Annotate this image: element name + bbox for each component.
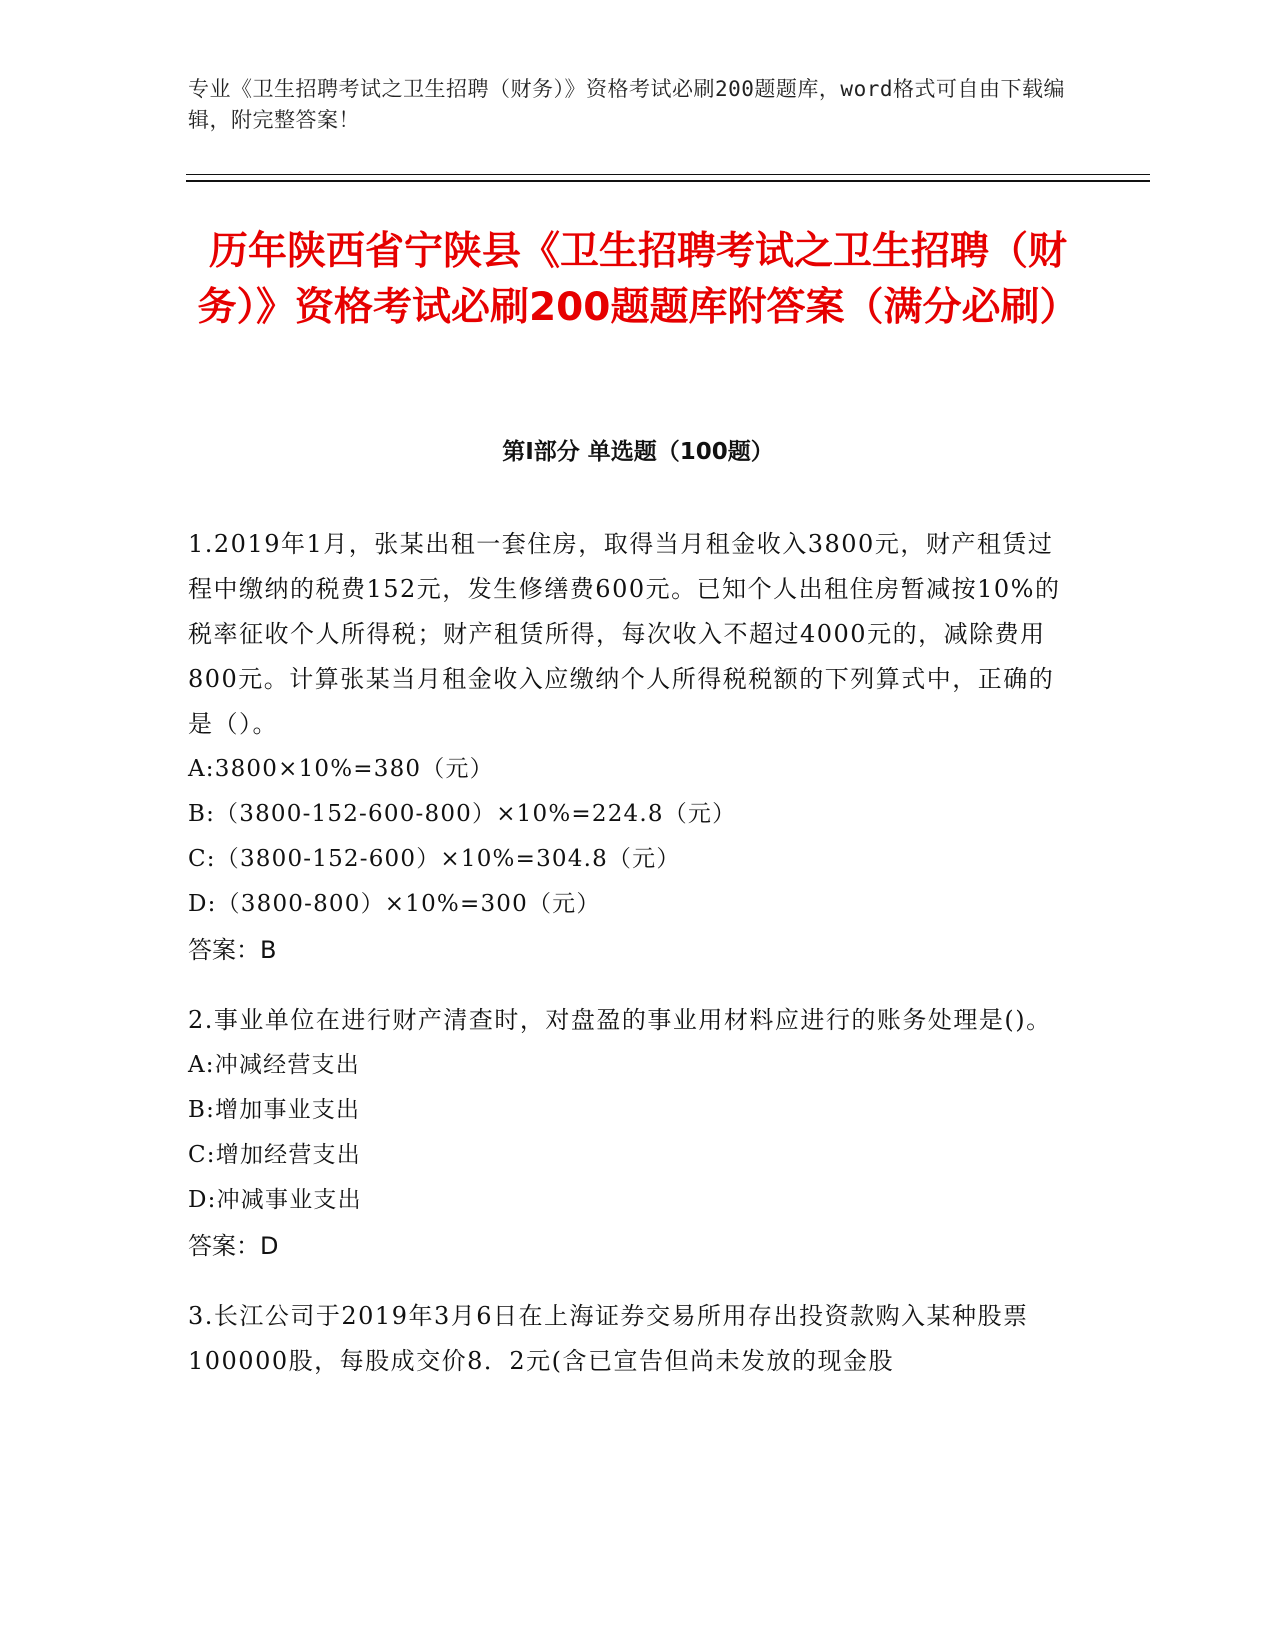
document-title: 历年陕西省宁陕县《卫生招聘考试之卫生招聘（财务）》资格考试必刷200题题库附答案（满分必刷） (197, 229, 1079, 330)
answer: 答案：D (188, 1232, 279, 1260)
question-1 (188, 522, 1078, 973)
option-b: B:增加事业支出 (188, 1097, 361, 1123)
option-b: B:（3800-152-600-800）×10%=224.8（元） (188, 801, 737, 827)
option-c: C:（3800-152-600）×10%=304.8（元） (188, 846, 681, 872)
header-rule-thick (186, 180, 1150, 182)
option-a: A:冲减经营支出 (188, 1052, 360, 1078)
answer: 答案：B (188, 936, 277, 964)
option-d: D:（3800-800）×10%=300（元） (188, 891, 601, 917)
question-stem: 2.事业单位在进行财产清查时，对盘盈的事业用材料应进行的账务处理是()。 (188, 1006, 1052, 1034)
question-stem: 3.长江公司于2019年3月6日在上海证券交易所用存出投资款购入某种股票100000股，每股成交价8．2元(含已宣告但尚未发放的现金股 (188, 1302, 1029, 1375)
option-c: C:增加经营支出 (188, 1142, 361, 1168)
question-3 (188, 1294, 1078, 1384)
option-a: A:3800×10%=380（元） (188, 756, 494, 782)
option-d: D:冲减事业支出 (188, 1187, 362, 1213)
section-heading: 第I部分 单选题（100题） (502, 439, 774, 465)
question-2 (188, 998, 1078, 1269)
header-note: 专业《卫生招聘考试之卫生招聘（财务）》资格考试必刷200题题库，word格式可自由下载编辑，附完整答案！ (188, 77, 1065, 132)
header-rule-thin (186, 174, 1150, 175)
question-stem: 1.2019年1月，张某出租一套住房，取得当月租金收入3800元，财产租赁过程中缴纳的税费152元，发生修缮费600元。已知个人出租住房暂减按10%的税率征收个人所得税；财产租赁所得，每次收入不超过4000元的，减除费用800元。计算张某当月租金收入应缴纳个人所得税税额的下列算式中，正确的是（）。 (188, 530, 1061, 738)
question-list (188, 522, 1078, 1409)
